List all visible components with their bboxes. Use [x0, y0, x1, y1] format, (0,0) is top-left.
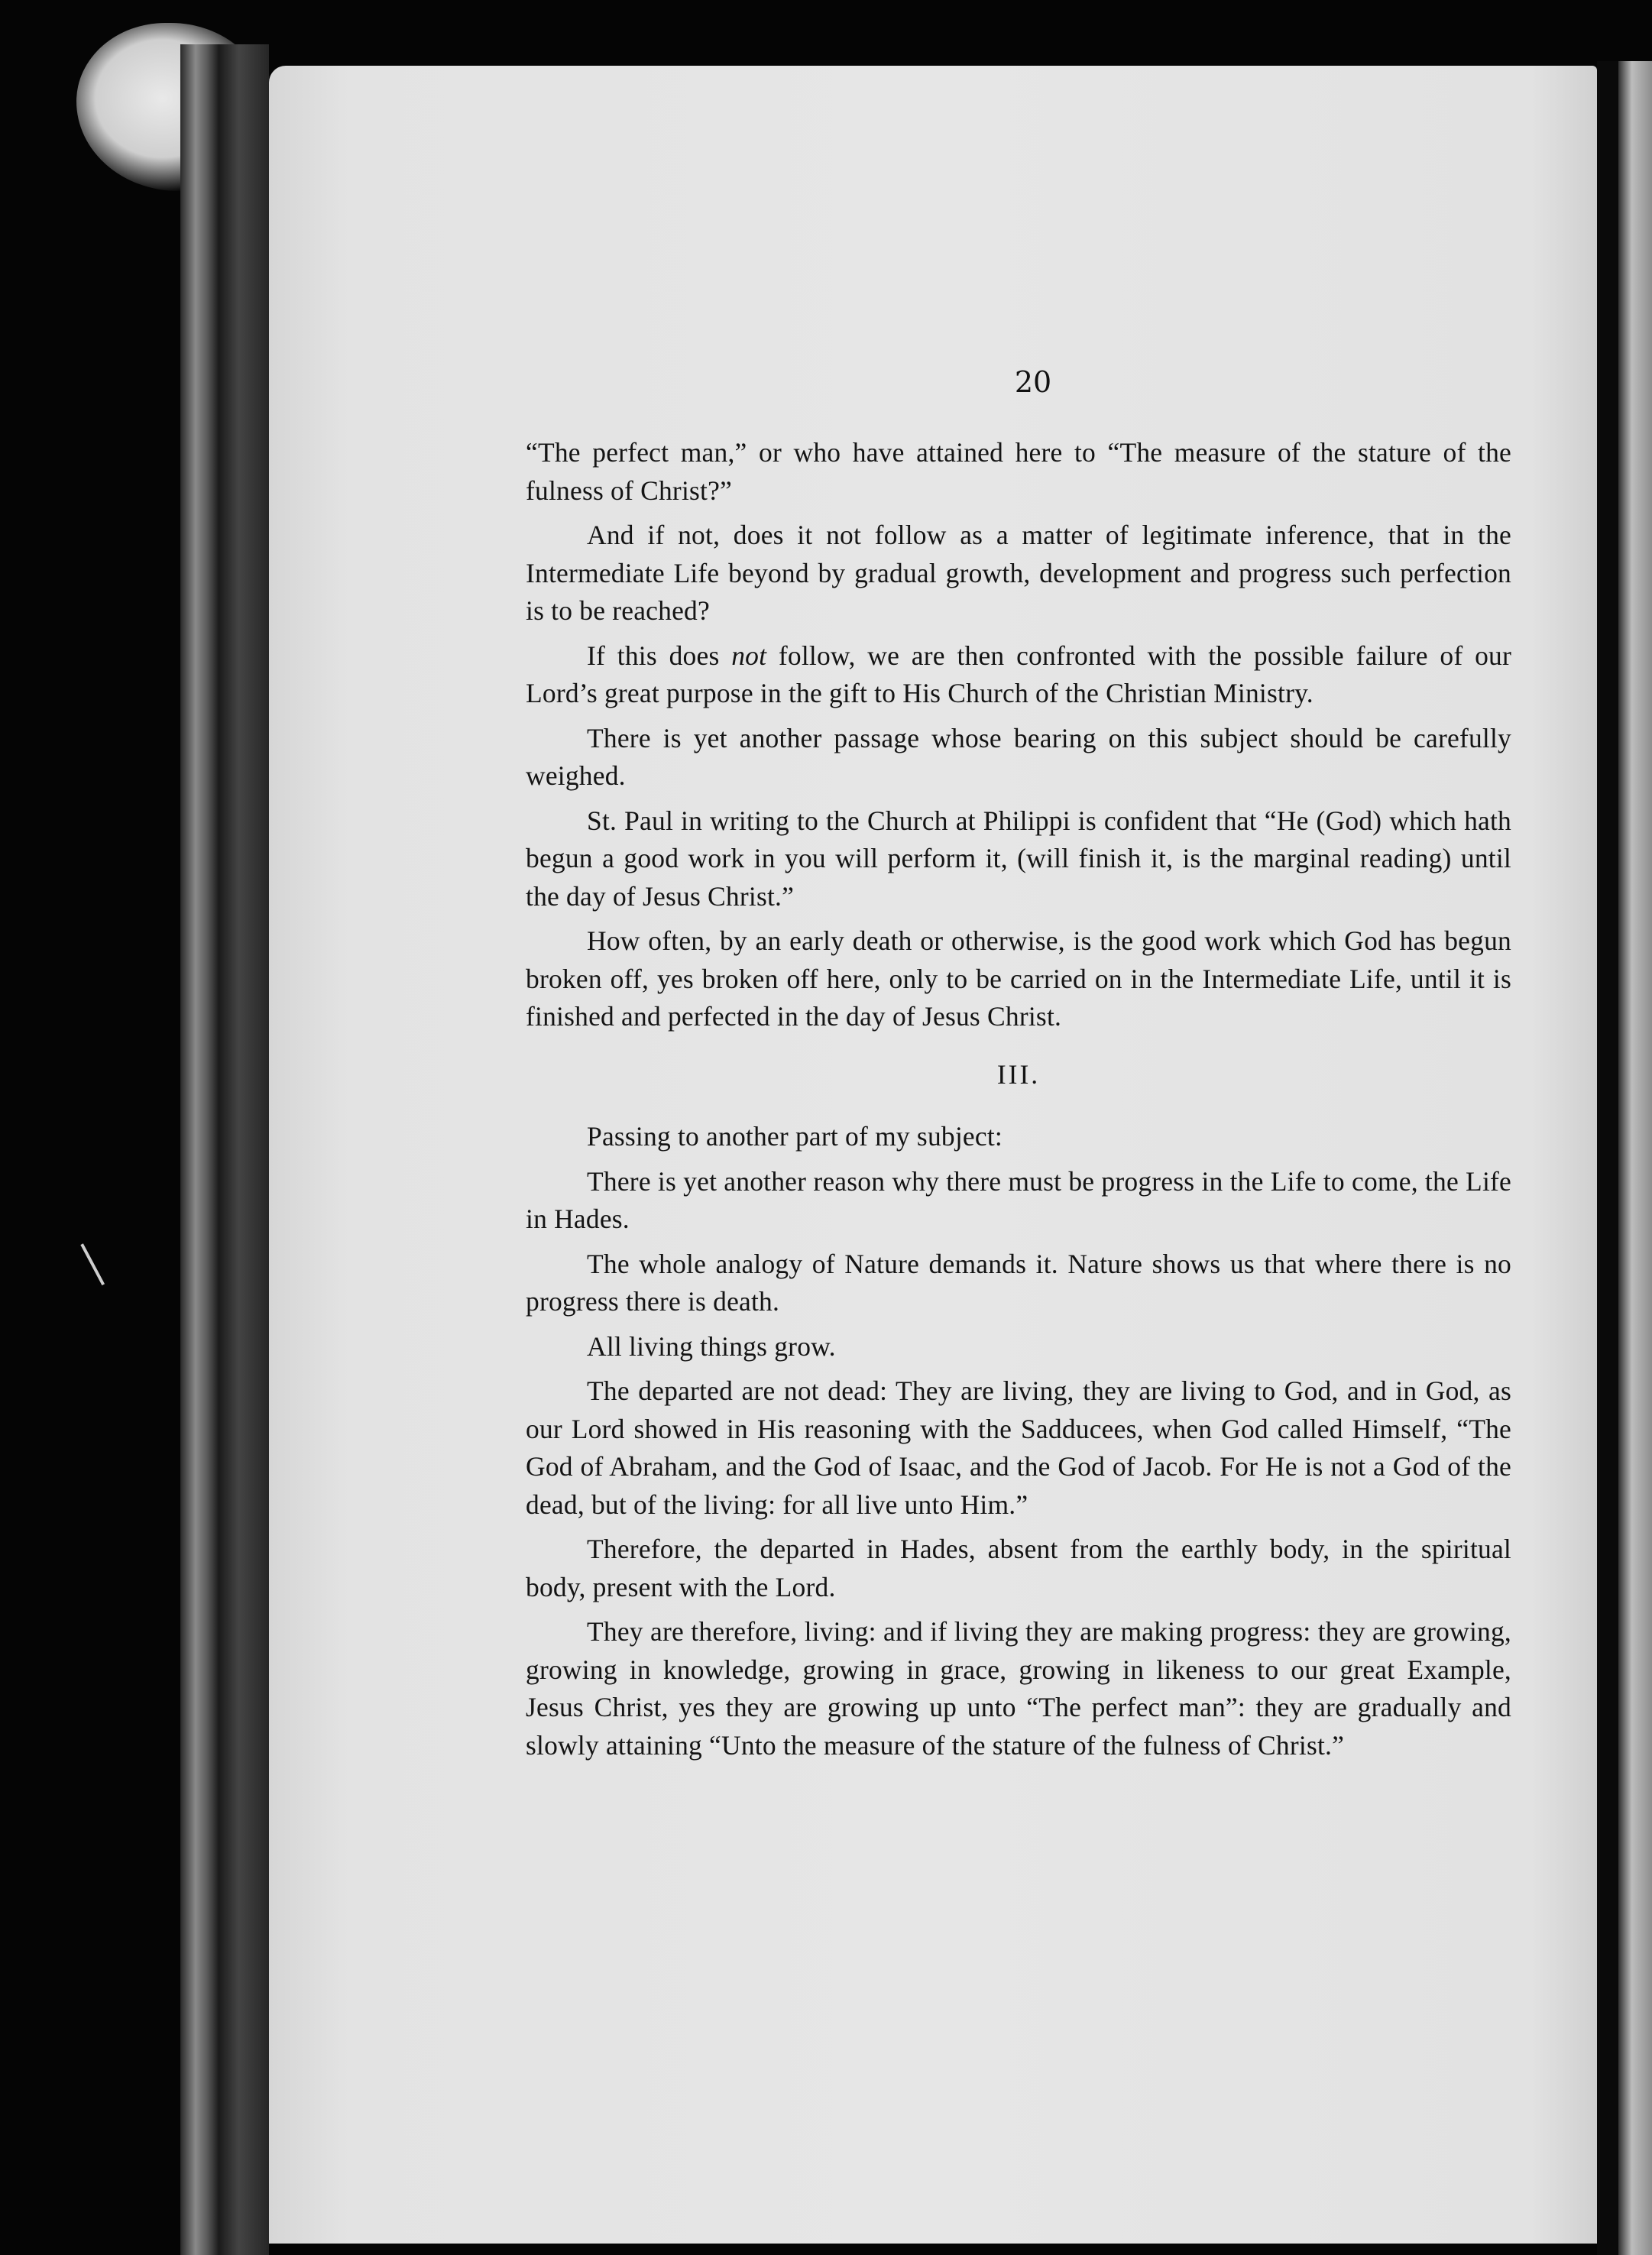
- emphasis-text: not: [731, 640, 767, 671]
- next-page-edge: [1618, 61, 1652, 2255]
- paragraph: There is yet another reason why there must be progress in the Life to come, the Life in Hades.: [526, 1165, 1511, 1234]
- page-number: 20: [1014, 365, 1052, 399]
- paragraph: St. Paul in writing to the Church at Philippi is confident that “He (God) which hath begun a good work in you will perform it, (will finish it, is the marginal reading) until the day of Jesus Christ.”: [526, 805, 1511, 912]
- paragraph: The departed are not dead: They are living, they are living to God, and in God, as our Lord showed in His reasoning with the Sadducees, when God called Himself, “The God of Abraham, and the God of Isaac, and the God of Jacob. For He is not a God of the dead, but of the living: for all live unto Him.”: [526, 1375, 1511, 1520]
- paragraph: Passing to another part of my subject:: [587, 1121, 1003, 1152]
- paragraph: Therefore, the departed in Hades, absent from the earthly body, in the spiritual body, present with the Lord.: [526, 1534, 1511, 1602]
- paragraph: How often, by an early death or otherwise, is the good work which God has begun broken off, yes broken off here, only to be carried on in the Intermediate Life, until it is finished and perfected in the day of Jesus Christ.: [526, 925, 1511, 1032]
- paragraph: [526, 637, 1511, 713]
- paragraph: There is yet another passage whose bearing on this subject should be carefully weighed.: [526, 722, 1511, 791]
- paragraph: “The perfect man,” or who have attained here to “The measure of the stature of the fulness of Christ?”: [526, 437, 1511, 506]
- section-heading: III.: [996, 1058, 1041, 1090]
- book-binding-edge: [180, 44, 219, 2255]
- book-binding-shadow: [219, 44, 269, 2255]
- body-text: [526, 434, 1511, 1771]
- paragraph: They are therefore, living: and if living they are making progress: they are growing, growing in knowledge, growing in grace, growing in likeness to our great Example, Jesus Christ, yes they are growing up unto “The perfect man”: they are gradually and slowly attaining “Unto the measure of the stature of the fulness of Christ.”: [526, 1616, 1511, 1761]
- text-run: If this does: [587, 640, 732, 671]
- paragraph: The whole analogy of Nature demands it. Nature shows us that where there is no progress there is death.: [526, 1248, 1511, 1317]
- paragraph: All living things grow.: [587, 1330, 836, 1362]
- paragraph: And if not, does it not follow as a matter of legitimate inference, that in the Intermediate Life beyond by gradual growth, development and progress such perfection is to be reached?: [526, 520, 1511, 626]
- text-run: follow, we are then confronted with the possible failure of our Lord’s great purpose in the gift to His Church of the Christian Ministry.: [526, 640, 1511, 708]
